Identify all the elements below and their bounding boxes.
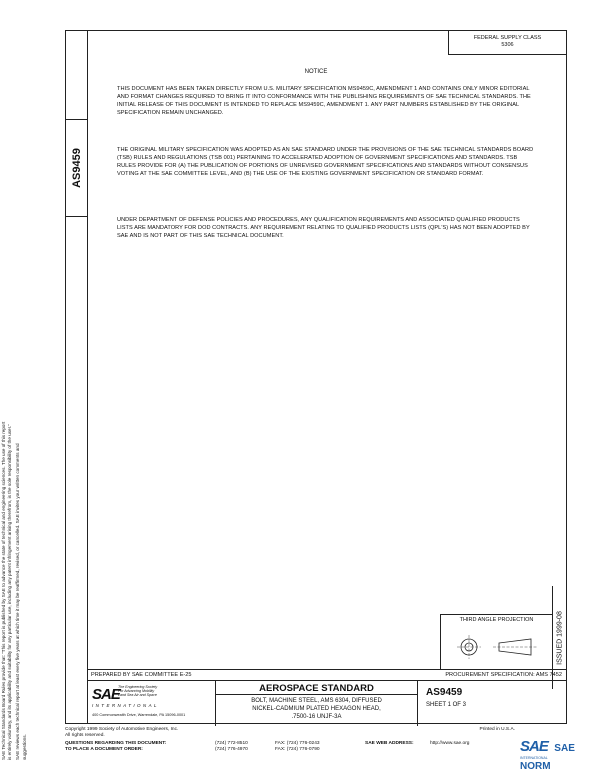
web-url[interactable]: http://www.sae.org [430,741,470,746]
sae-tagline-1: The Engineering Society [118,685,158,689]
prepared-by-row [88,670,566,681]
sae-international: INTERNATIONAL [92,703,159,708]
watermark-sae: SAE [520,738,548,755]
notice-paragraph-2: THE ORIGINAL MILITARY SPECIFICATION WAS ADOPTED AS AN SAE STANDARD UNDER THE PROVISIONS OF THE SAE TECHNICAL STANDARDS BOARD (TSB) RULES AND REGULATIONS (TSB 001) PERTAINING TO ACCELERATED ADOPTION OF GOVERNMENT SPECIFICATIONS AND STANDARDS. TSB RULES PROVIDE FOR (A) THE PUBLICATION OF PORTIONS OF UNREVISED GOVERNMENT SPECIFICATIONS AND STANDARDS WITHOUT CONSENSUS VOTING AT THE SAE COMMITTEE LEVEL, AND (B) THE USE OF THE EXISTING GOVERNMENT SPECIFICATION OR STANDARD FORMAT. [117,147,534,177]
sae-address: 400 Commonwealth Drive, Warrendale, PA 15096-0001 [92,713,186,717]
left-column [66,31,88,723]
notice-paragraph-3: UNDER DEPARTMENT OF DEFENSE POLICIES AND PROCEDURES, ANY QUALIFICATION REQUIREMENTS AND ASSOCIATED QUALIFIED PRODUCTS LISTS ARE MANDATORY FOR DOD CONTRACTS. ANY REQUIREMENT RELATING TO QUALIFIED PRODUCTS LISTS (QPL'S) HAS NOT BEEN ADOPTED BY SAE AND IS NOT PART OF THIS SAE TECHNICAL DOCUMENT. [117,217,530,239]
legal-note-1: SAE Technical Standards Board Rules provide that: "This report is published by SAE to advance the state of technical and engineering sciences. The use of this report is entirely voluntary, and its applicability and suitability for any particular use, including any patent infringement arising therefrom, is the sole responsibility of the user." [1,421,13,760]
copyright-line: Copyright 1999 Society of Automotive Engineers, Inc. [65,727,179,732]
sae-tagline-3: Land Sea Air and Space [118,693,157,697]
document-number-cell [418,681,566,726]
order-fax: FAX: (724) 776-0790 [275,747,320,752]
description-line-2: NICKEL-CADMIUM PLATED HEXAGON HEAD, [252,706,381,712]
questions-fax: FAX: (724) 776-0243 [275,741,320,746]
document-frame [65,30,567,724]
standard-description [216,697,417,721]
federal-supply-class-box [448,31,566,55]
side-doc-id-box [66,119,88,217]
title-block [88,669,566,725]
sae-norm-watermark-logo [520,738,600,774]
footer [65,727,585,775]
watermark-norm: SAE NORM [520,743,575,772]
watermark-sub: INTERNATIONAL [520,756,548,760]
issued-date: ISSUED 1999-08 [556,610,563,665]
prepared-by: PREPARED BY SAE COMMITTEE E-25 [91,672,192,678]
description-line-1: BOLT, MACHINE STEEL, AMS 6304, DIFFUSED [251,698,382,704]
federal-supply-class-value: 5306 [501,42,514,48]
projection-symbol-icon [447,629,547,665]
standard-title-cell [216,681,418,726]
rights-line: All rights reserved. [65,733,105,738]
federal-supply-class-label: FEDERAL SUPPLY CLASS [473,35,542,41]
order-label: TO PLACE A DOCUMENT ORDER: [65,747,143,752]
notice-paragraph-1: THIS DOCUMENT HAS BEEN TAKEN DIRECTLY FROM U.S. MILITARY SPECIFICATION MS9459C, AMENDMENT 1 AND CONTAINS ONLY MINOR EDITORIAL AND FORMAT CHANGES REQUIRED TO BRING IT INTO CONFORMANCE WITH THE PUBLISHING REQUIREMENTS OF SAE TECHNICAL STANDARDS. THE INITIAL RELEASE OF THIS DOCUMENT IS INTENDED TO REPLACE MS9459C, AMENDMENT 1. ANY PART NUMBERS ESTABLISHED BY THE ORIGINAL SPECIFICATION REMAIN UNCHANGED. [117,86,531,116]
third-angle-projection-label: THIRD ANGLE PROJECTION [459,617,534,623]
sae-logo: SAE [92,686,120,703]
sae-tagline-2: For Advancing Mobility [118,689,155,693]
standard-title: AEROSPACE STANDARD [259,683,374,694]
sheet-number: SHEET 1 OF 3 [426,702,466,708]
order-row [65,747,143,753]
printed-in: Printed in U.S.A. [479,727,515,732]
order-phone: (724) 776-4970 [215,747,248,752]
questions-phone: (724) 772-8510 [215,741,248,746]
side-doc-id: AS9459 [71,148,83,188]
description-line-3: .7500-16 UNJF-3A [291,714,342,720]
procurement-spec: PROCUREMENT SPECIFICATION: AMS 7452 [445,672,562,678]
legal-note-2: SAE reviews each technical report at least every five years at which time it may be reaffirmed, revised, or cancelled. SAE invites your written comments and suggestions. [15,443,27,760]
web-label: SAE WEB ADDRESS: [365,741,414,746]
legal-side-note [1,420,59,760]
sae-tagline [118,685,157,697]
divider [216,694,417,695]
questions-label: QUESTIONS REGARDING THIS DOCUMENT: [65,741,167,746]
sae-logo-cell [88,681,216,726]
document-number: AS9459 [426,687,463,698]
copyright [65,727,178,739]
third-angle-projection-box [440,614,552,670]
notice-title: NOTICE [304,69,328,75]
